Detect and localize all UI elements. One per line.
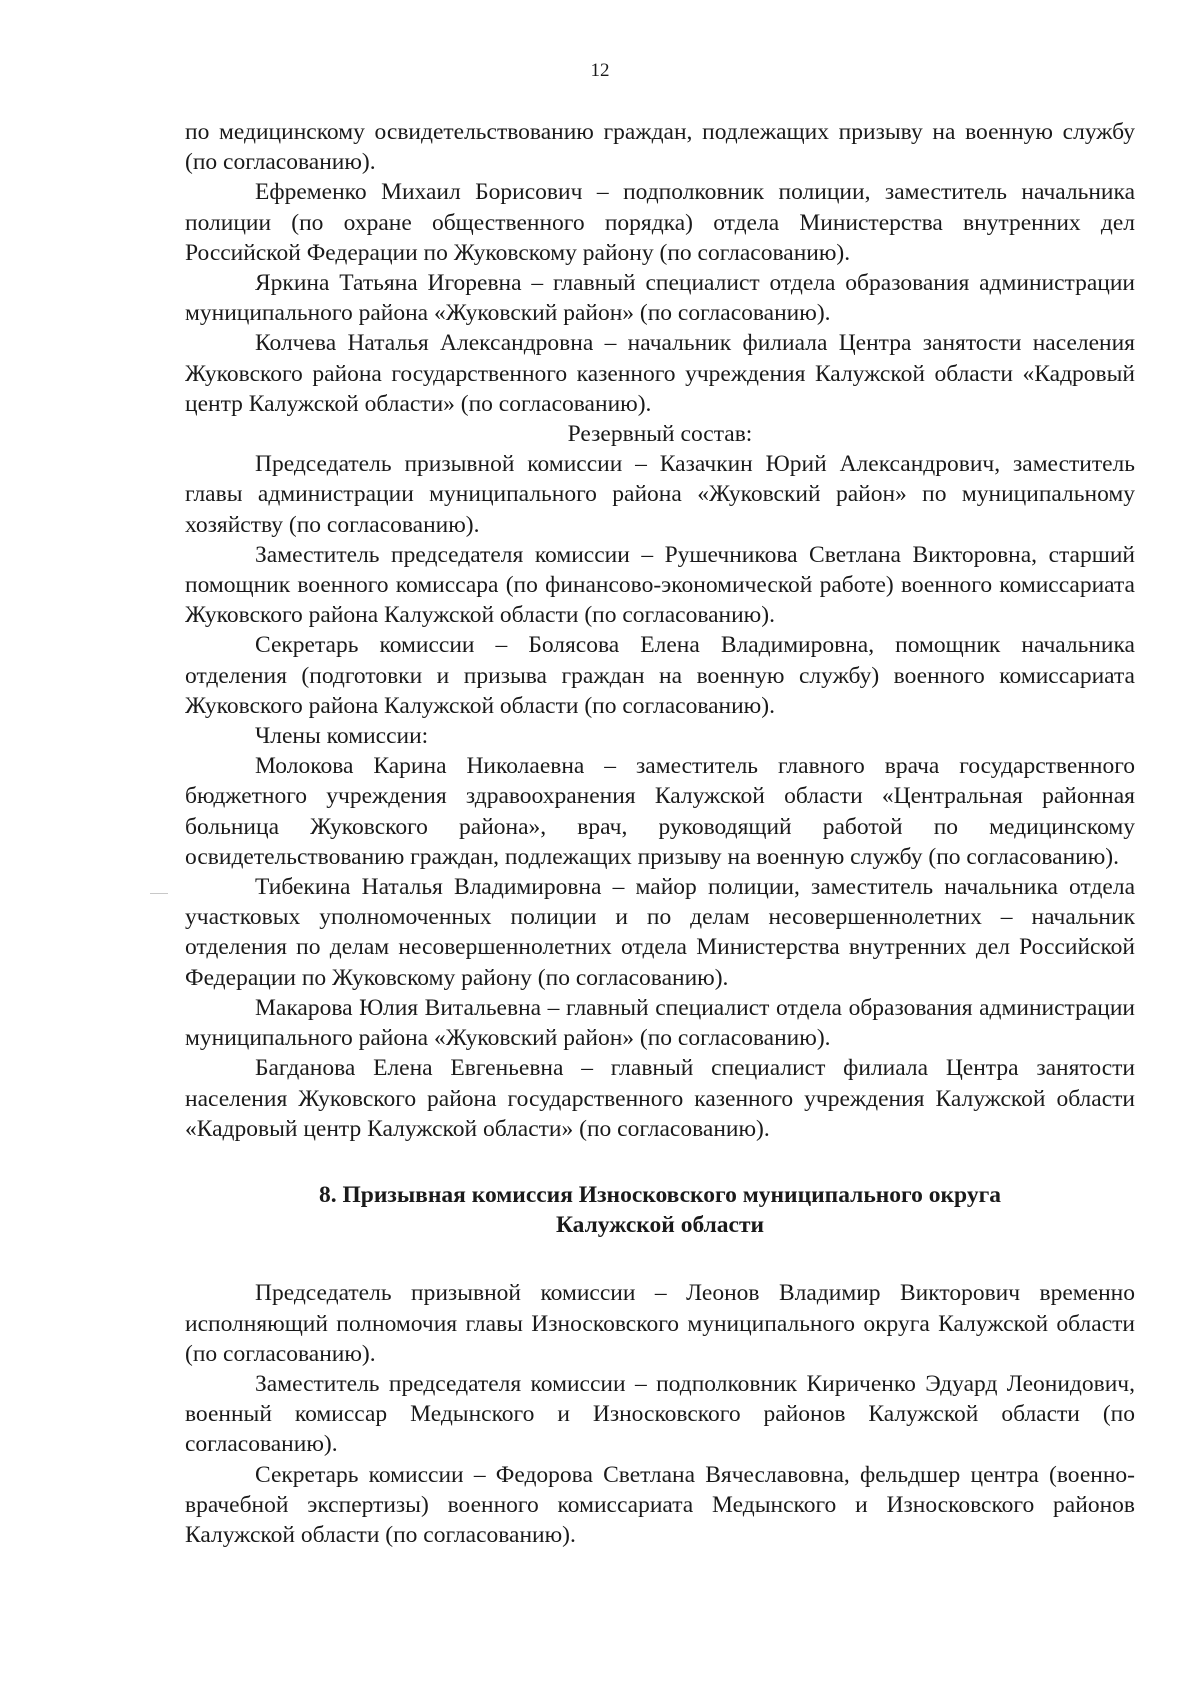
paragraph: Заместитель председателя комиссии – Рушечникова Светлана Викторовна, старший помощник военного комиссара (по финансово-экономической работе) военного комиссариата Жуковского района Калужской области (по согласованию). (185, 541, 1135, 629)
margin-mark (150, 893, 168, 894)
members-label: Члены комиссии: (255, 723, 429, 750)
paragraph: Секретарь комиссии – Федорова Светлана Вячеславовна, фельдшер центра (военно-врачебной экспертизы) военного комиссариата Медынского и Износковского районов Калужской области (по согласованию). (185, 1461, 1135, 1548)
paragraph: Багданова Елена Евгеньевна – главный специалист филиала Центра занятости населения Жуковского района государственного казенного учреждения Калужской области «Кадровый центр Калужской области» (по согласованию). (185, 1055, 1135, 1142)
paragraph: Секретарь комиссии – Болясова Елена Владимировна, помощник начальника отделения (подготовки и призыва граждан на военную службу) военного комиссариата Жуковского района Калужской области (по согласованию). (185, 632, 1135, 719)
paragraph: Яркина Татьяна Игоревна – главный специалист отдела образования администрации муниципального района «Жуковский район» (по согласованию). (185, 270, 1135, 327)
bottom-section (185, 1278, 1135, 1550)
paragraph: Колчева Наталья Александровна – начальник филиала Центра занятости населения Жуковского района государственного казенного учреждения Калужской области «Кадровый центр Калужской области» (по согласованию). (185, 330, 1135, 417)
section-heading-line: 8. Призывная комиссия Износковского муниципального округа (318, 1181, 1001, 1208)
paragraph: Председатель призывной комиссии – Леонов Владимир Викторович временно исполняющий полномочия главы Износковского муниципального округа Калужской области (по согласованию). (185, 1280, 1135, 1367)
paragraph: Заместитель председателя комиссии – подполковник Кириченко Эдуард Леонидович, военный комиссар Медынского и Износковского районов Калужской области (по согласованию). (185, 1370, 1135, 1458)
document-body (185, 117, 1135, 1550)
paragraph: Макарова Юлия Витальевна – главный специалист отдела образования администрации муниципального района «Жуковский район» (по согласованию). (185, 994, 1135, 1052)
section-heading (185, 1180, 1135, 1240)
reserve-subheading: Резервный состав: (567, 421, 753, 448)
section-heading-line: Калужской области (555, 1212, 765, 1239)
paragraph: по медицинскому освидетельствованию граждан, подлежащих призыву на военную службу (по согласованию). (185, 119, 1135, 176)
paragraph: Тибекина Наталья Владимировна – майор полиции, заместитель начальника отдела участковых уполномоченных полиции и по делам несовершеннолетних – начальник отделения по делам несовершеннолетних отдела Министерства внутренних дел Российской Федерации по Жуковскому району (по согласованию). (185, 874, 1135, 991)
paragraph: Председатель призывной комиссии – Казачкин Юрий Александрович, заместитель главы администрации муниципального района «Жуковский район» по муниципальному хозяйству (по согласованию). (185, 451, 1135, 538)
top-section (185, 117, 1135, 1144)
paragraph: Ефременко Михаил Борисович – подполковник полиции, заместитель начальника полиции (по охране общественного порядка) отдела Министерства внутренних дел Российской Федерации по Жуковскому району (по согласованию). (185, 179, 1135, 266)
page-number: 12 (590, 60, 610, 81)
paragraph: Молокова Карина Николаевна – заместитель главного врача государственного бюджетного учреждения здравоохранения Калужской области «Центральная районная больница Жуковского района», врач, руководящий работой по медицинскому освидетельствованию граждан, подлежащих призыву на военную службу (по согласованию). (185, 753, 1135, 870)
